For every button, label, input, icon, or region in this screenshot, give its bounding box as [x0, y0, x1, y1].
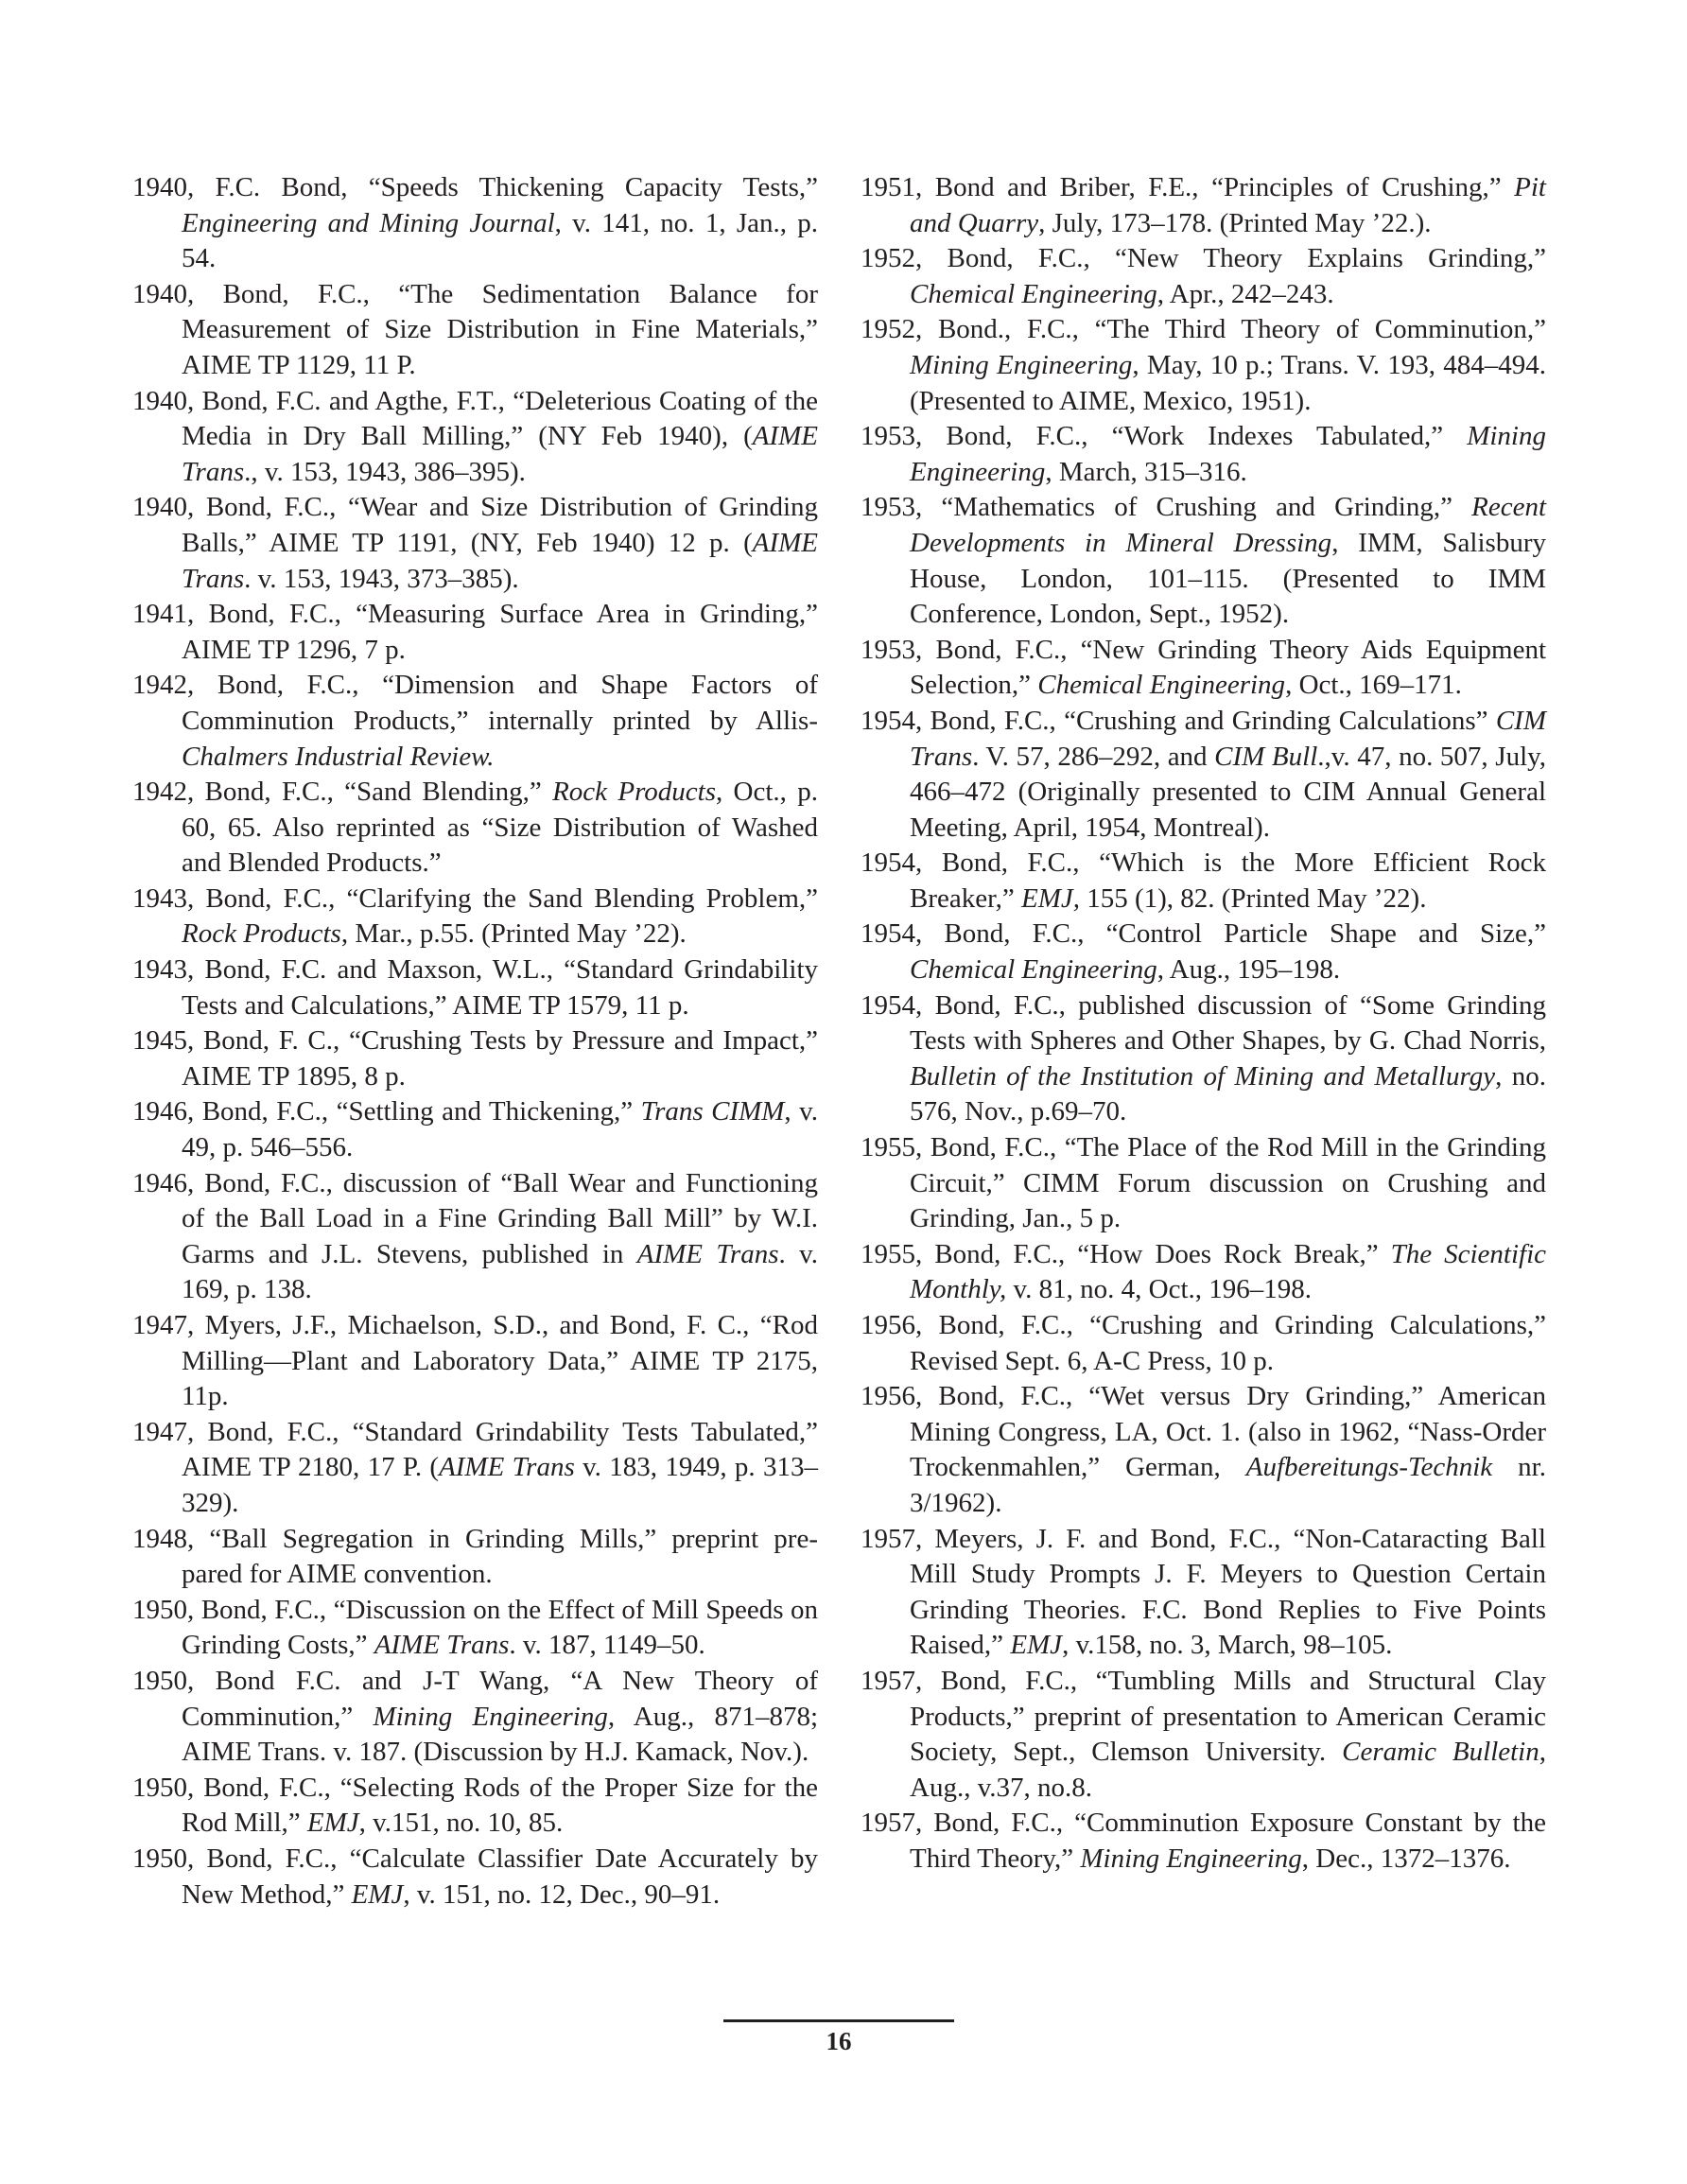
- publication-title: Trans CIMM: [640, 1096, 785, 1127]
- publication-title: EMJ: [1010, 1630, 1063, 1661]
- publication-title: AIME Trans: [636, 1238, 779, 1269]
- publication-title: Chemical Engineering: [1037, 670, 1286, 701]
- reference-entry: 1957, Bond, F.C., “Comminution Exposure Constant by the Third Theory,” Mining Engineering, Dec., 1372–1376.: [861, 1808, 1546, 1874]
- publication-title: Mining Engineering: [373, 1701, 608, 1732]
- reference-entry: 1941, Bond, F.C., “Measuring Surface Area in Grinding,” AIME TP 1296, 7 p.: [132, 599, 818, 665]
- reference-entry: 1943, Bond, F.C., “Clarifying the Sand Blending Problem,” Rock Products, Mar., p.55. (Printed May ’22).: [132, 882, 818, 950]
- publication-title: Pit and Quarry: [910, 172, 1546, 238]
- publication-title: Engineering and Mining Journal: [182, 207, 555, 238]
- reference-entry: 1943, Bond, F.C. and Maxson, W.L., “Standard Grindability Tests and Calculations,” AIME TP 1579, 11 p.: [132, 954, 818, 1021]
- reference-entry: 1947, Myers, J.F., Michaelson, S.D., and Bond, F. C., “Rod Milling—Plant and Laboratory Data,” AIME TP 2175, 11p.: [132, 1310, 818, 1412]
- publication-title: AIME Trans: [182, 421, 818, 487]
- publication-title: The Scientific Monthly,: [910, 1238, 1546, 1305]
- reference-entry: 1954, Bond, F.C., “Control Particle Shape and Size,” Chemical Engineering, Aug., 195–198.: [861, 918, 1546, 986]
- reference-entry: 1950, Bond, F.C., “Selecting Rods of the Proper Size for the Rod Mill,” EMJ, v.151, no. 10, 85.: [132, 1772, 818, 1839]
- reference-entry: 1954, Bond, F.C., “Which is the More Efficient Rock Breaker,” EMJ, 155 (1), 82. (Printed May ’22).: [861, 847, 1546, 914]
- publication-title: EMJ,: [1020, 882, 1080, 914]
- reference-entry: 1957, Bond, F.C., “Tumbling Mills and Structural Clay Products,” preprint of presentation to American Ceramic Society, Sept., Clemson University. Ceramic Bulletin, Aug., v.37, no.8.: [861, 1665, 1546, 1803]
- reference-entry: 1954, Bond, F.C., “Crushing and Grinding Calculations” CIM Trans. V. 57, 286–292, and CIM Bull.,v. 47, no. 507, July, 466–472 (Originally presented to CIM Annual General Meeting, April, 1954, Montreal).: [861, 705, 1546, 843]
- reference-entry: 1946, Bond, F.C., “Settling and Thickening,” Trans CIMM, v. 49, p. 546–556.: [132, 1096, 818, 1163]
- reference-entry: 1952, Bond., F.C., “The Third Theory of Comminution,” Mining Engineering, May, 10 p.; Trans. V. 193, 484–494. (Presented to AIME, Mexico, 1951).: [861, 314, 1546, 416]
- reference-entry: 1955, Bond, F.C., “How Does Rock Break,” The Scientific Monthly, v. 81, no. 4, Oct., 196–198.: [861, 1238, 1546, 1305]
- reference-entry: 1950, Bond, F.C., “Calculate Classifier Date Accurately by New Method,” EMJ, v. 151, no. 12, Dec., 90–91.: [132, 1843, 818, 1910]
- reference-column-left: [132, 170, 818, 1913]
- publication-title: Mining Engineering: [910, 349, 1133, 380]
- publication-title: Mining Engineering: [1080, 1843, 1302, 1874]
- publication-title: Mining Engineering: [910, 421, 1546, 487]
- reference-entry: 1953, Bond, F.C., “Work Indexes Tabulated,” Mining Engineering, March, 315–316.: [861, 421, 1546, 487]
- reference-entry: 1942, Bond, F.C., “Dimension and Shape Factors of Comminution Products,” internally printed by Allis-Chalmers Industrial Review.: [132, 670, 818, 772]
- publication-title: EMJ: [351, 1878, 404, 1910]
- reference-entry: 1956, Bond, F.C., “Wet versus Dry Grinding,” American Mining Congress, LA, Oct. 1. (also in 1962, “Nass-Order Trockenmahlen,” German, Aufbereitungs-Technik nr. 3/1962).: [861, 1381, 1546, 1518]
- publication-title: Ceramic Bulletin: [1342, 1737, 1539, 1768]
- footer-rule: [723, 2019, 954, 2022]
- reference-entry: 1956, Bond, F.C., “Crushing and Grinding Calculations,” Revised Sept. 6, A-C Press, 10 p.: [861, 1310, 1546, 1376]
- publication-title: CIM Trans: [910, 705, 1546, 772]
- reference-entry: 1947, Bond, F.C., “Standard Grindability Tests Tabulated,” AIME TP 2180, 17 P. (AIME Trans v. 183, 1949, p. 313–329).: [132, 1416, 818, 1518]
- publication-title: Rock Products: [182, 918, 341, 950]
- reference-entry: 1957, Meyers, J. F. and Bond, F.C., “Non-Cataracting Ball Mill Study Prompts J. F. Meyers to Question Certain Grinding Theories. F.C. Bond Replies to Five Points Raised,” EMJ, v.158, no. 3, March, 98–105.: [861, 1523, 1546, 1661]
- publication-title: AIME Trans: [374, 1630, 510, 1661]
- publication-title: AIME Trans: [439, 1452, 575, 1483]
- publication-title: Aufbereitungs-Technik: [1245, 1452, 1493, 1483]
- reference-entry: 1940, F.C. Bond, “Speeds Thickening Capacity Tests,” Engineering and Mining Journal, v. 141, no. 1, Jan., p. 54.: [132, 172, 818, 274]
- reference-entry: 1946, Bond, F.C., discussion of “Ball Wear and Functioning of the Ball Load in a Fine Grinding Ball Mill” by W.I. Garms and J.L. Stevens, published in AIME Trans. v. 169, p. 138.: [132, 1167, 818, 1305]
- reference-entry: 1950, Bond F.C. and J-T Wang, “A New Theory of Comminution,” Mining Engineering, Aug., 871–878; AIME Trans. v. 187. (Discussion by H.J. Kamack, Nov.).: [132, 1665, 819, 1768]
- reference-entry: 1950, Bond, F.C., “Discussion on the Effect of Mill Speeds on Grinding Costs,” AIME Trans. v. 187, 1149–50.: [132, 1594, 818, 1661]
- reference-entry: 1954, Bond, F.C., published discussion of “Some Grinding Tests with Spheres and Other Shapes, by G. Chad Norris, Bulletin of the Institution of Mining and Metallurgy, no. 576, Nov., p.69–70.: [861, 989, 1546, 1127]
- reference-entry: 1940, Bond, F.C. and Agthe, F.T., “Deleterious Coating of the Media in Dry Ball Milling,” (NY Feb 1940), (AIME Trans., v. 153, 1943, 386–395).: [132, 385, 818, 487]
- publication-title: Rock Products: [552, 777, 716, 808]
- reference-entry: 1942, Bond, F.C., “Sand Blending,” Rock Products, Oct., p. 60, 65. Also reprinted as “Size Distribution of Washed and Blended Products.”: [132, 777, 818, 879]
- publication-title: Chemical Engineering: [910, 954, 1157, 986]
- page-number: 16: [826, 2027, 852, 2055]
- reference-entry: 1953, Bond, F.C., “New Grinding Theory Aids Equipment Selection,” Chemical Engineering, Oct., 169–171.: [861, 634, 1546, 701]
- publication-title: AIME Trans: [182, 527, 818, 594]
- reference-entry: 1948, “Ball Segregation in Grinding Mills,” preprint pre-pared for AIME convention.: [132, 1523, 818, 1590]
- publication-title: Bulletin of the Institution of Mining and Metallurgy: [910, 1060, 1496, 1092]
- reference-entry: 1940, Bond, F.C., “Wear and Size Distribution of Grinding Balls,” AIME TP 1191, (NY, Feb 1940) 12 p. (AIME Trans. v. 153, 1943, 373–385).: [132, 492, 818, 594]
- publication-title: Chalmers Industrial Review.: [182, 741, 495, 772]
- reference-entry: 1940, Bond, F.C., “The Sedimentation Balance for Measurement of Size Distribution in Fine Materials,” AIME TP 1129, 11 P.: [132, 278, 818, 380]
- reference-entry: 1953, “Mathematics of Crushing and Grinding,” Recent Developments in Mineral Dressing, IMM, Salisbury House, London, 101–115. (Presented to IMM Conference, London, Sept., 1952).: [861, 492, 1546, 630]
- publication-title: CIM Bull: [1214, 741, 1318, 772]
- reference-column-right: [861, 170, 1546, 1878]
- reference-entry: 1955, Bond, F.C., “The Place of the Rod Mill in the Grinding Circuit,” CIMM Forum discussion on Crushing and Grinding, Jan., 5 p.: [861, 1132, 1546, 1234]
- reference-entry: 1951, Bond and Briber, F.E., “Principles of Crushing,” Pit and Quarry, July, 173–178. (Printed May ’22.).: [861, 172, 1546, 238]
- reference-entry: 1945, Bond, F. C., “Crushing Tests by Pressure and Impact,” AIME TP 1895, 8 p.: [132, 1025, 818, 1092]
- publication-title: EMJ: [306, 1808, 359, 1839]
- reference-entry: 1952, Bond, F.C., “New Theory Explains Grinding,” Chemical Engineering, Apr., 242–243.: [861, 243, 1546, 309]
- publication-title: Chemical Engineering: [910, 278, 1157, 309]
- publication-title: Recent Developments in Mineral Dressing: [910, 492, 1546, 558]
